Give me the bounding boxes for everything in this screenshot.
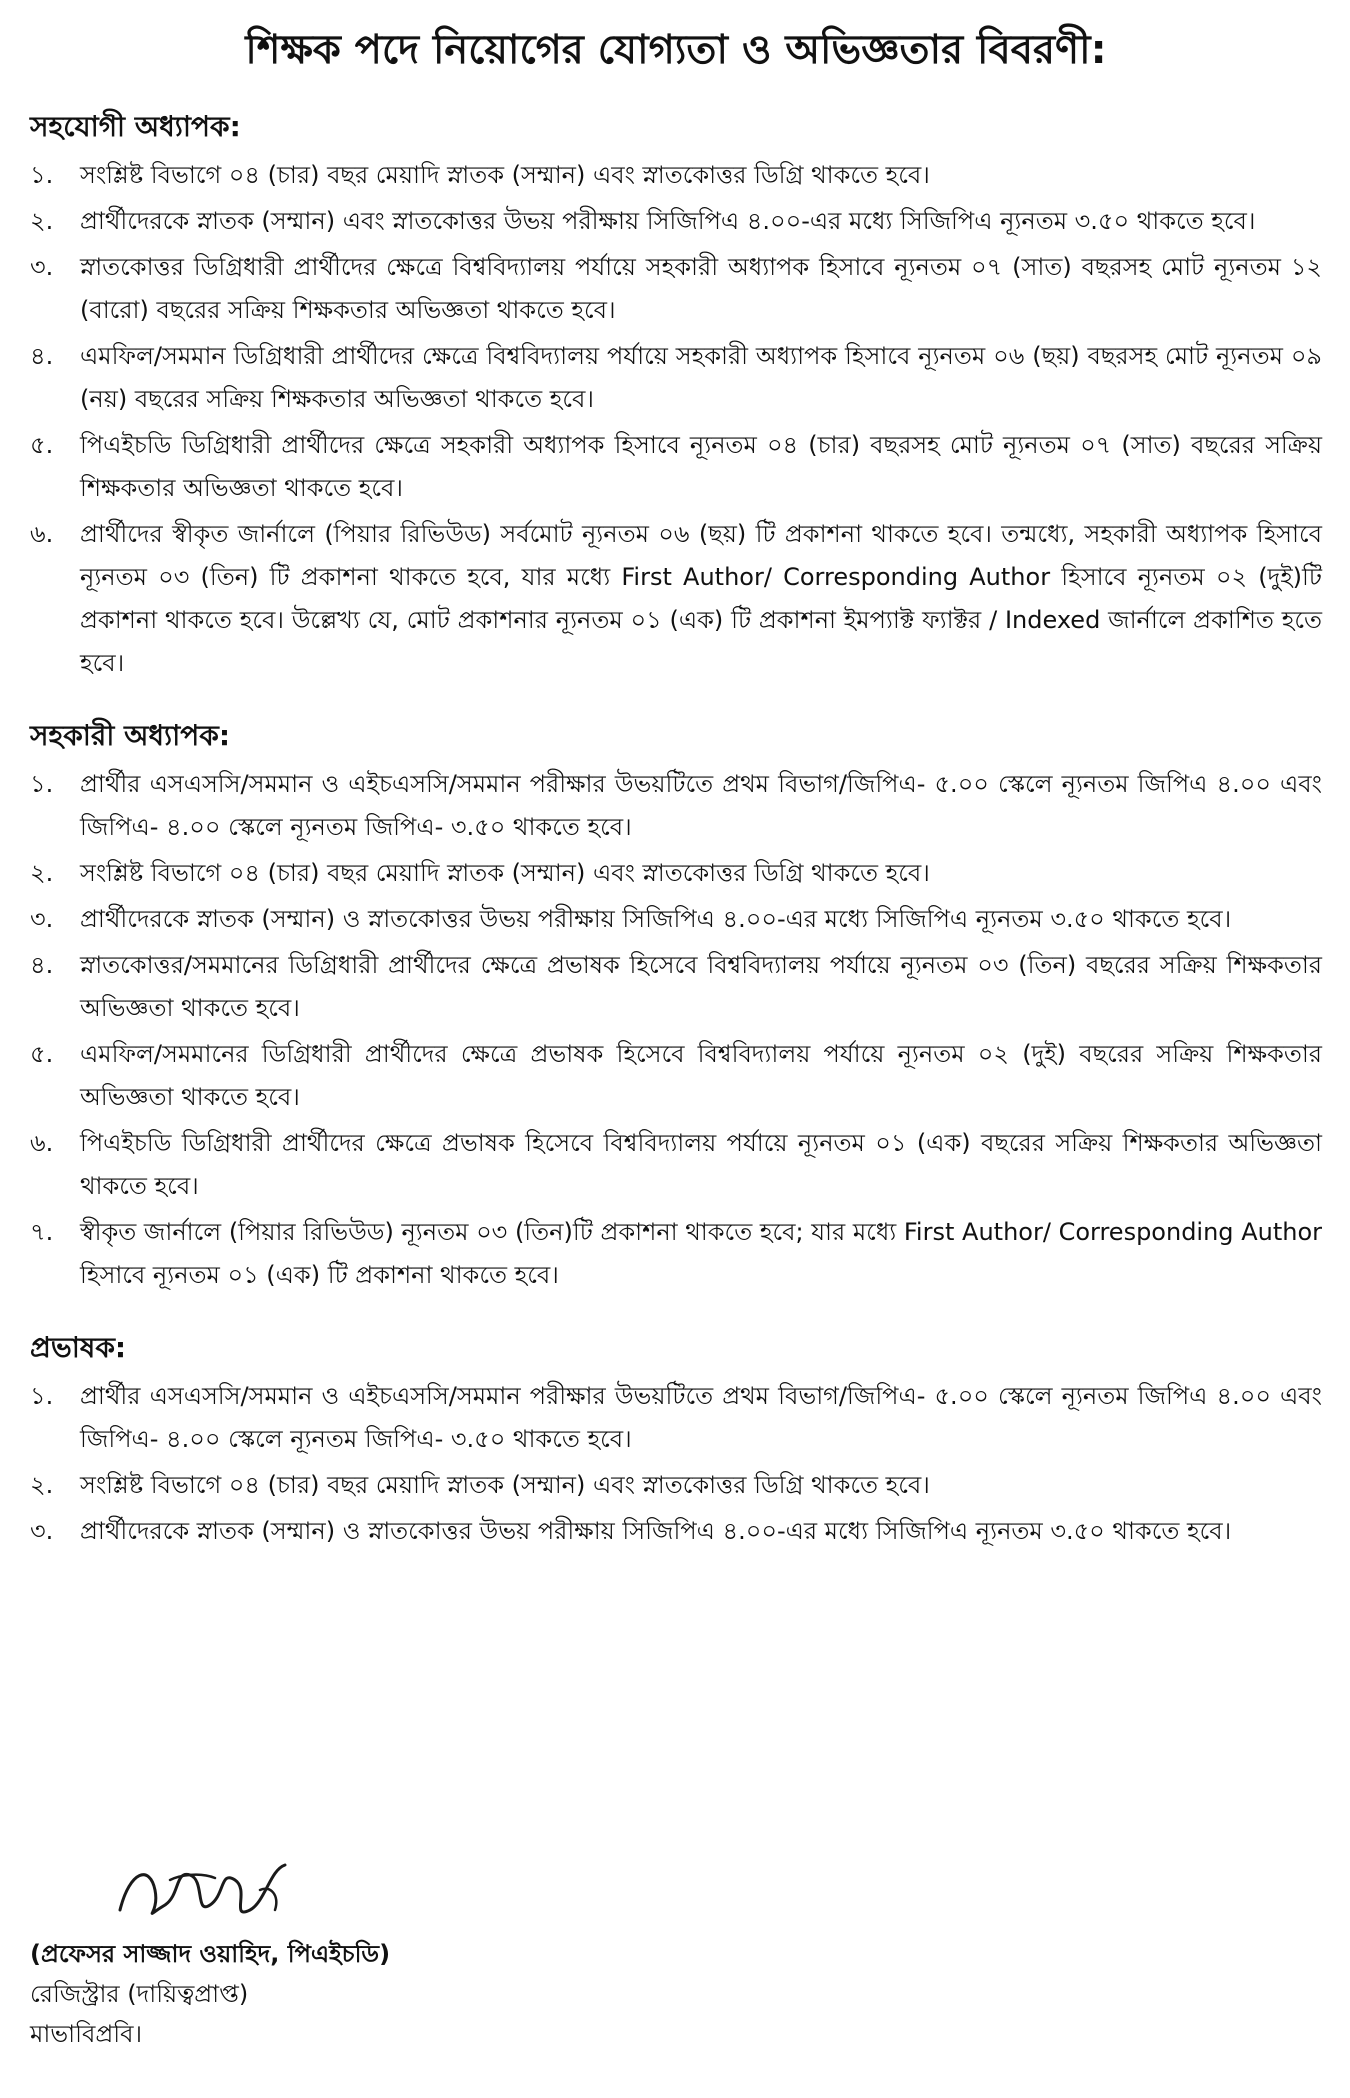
requirement-item: [30, 1033, 1322, 1119]
item-number: ১.: [30, 161, 54, 189]
item-text: প্রার্থীদের স্বীকৃত জার্নালে (পিয়ার রিভিউড) সর্বমোট ন্যূনতম ০৬ (ছয়) টি প্রকাশনা থাকতে হবে। তন্মধ্যে, সহকারী অধ্যাপক হিসাবে ন্যূনতম ০৩ (তিন) টি প্রকাশনা থাকতে হবে, যার মধ্যে First Author/ Corresponding Author হিসাবে ন্যূনতম ০২ (দুই)টি প্রকাশনা থাকতে হবে। উল্লেখ্য যে, মোট প্রকাশনার ন্যূনতম ০১ (এক) টি প্রকাশনা ইমপ্যাক্ট ফ্যাক্টর / Indexed জার্নালে প্রকাশিত হতে হবে।: [80, 520, 1322, 677]
item-number: ৩.: [30, 1517, 54, 1545]
item-number: ১.: [30, 770, 54, 798]
item-text: স্বীকৃত জার্নালে (পিয়ার রিভিউড) ন্যূনতম ০৩ (তিন)টি প্রকাশনা থাকতে হবে; যার মধ্যে First Author/ Corresponding Author হিসাবে ন্যূনতম ০১ (এক) টি প্রকাশনা থাকতে হবে।: [80, 1218, 1322, 1289]
requirement-item: [30, 335, 1322, 421]
requirement-item: [30, 513, 1322, 685]
item-number: ৭.: [30, 1218, 54, 1246]
handwritten-signature: [110, 1850, 310, 1930]
item-text: সংশ্লিষ্ট বিভাগে ০৪ (চার) বছর মেয়াদি স্নাতক (সম্মান) এবং স্নাতকোত্তর ডিগ্রি থাকতে হবে।: [80, 161, 930, 189]
item-text: স্নাতকোত্তর/সমমানের ডিগ্রিধারী প্রার্থীদের ক্ষেত্রে প্রভাষক হিসেবে বিশ্ববিদ্যালয় পর্যায়ে ন্যূনতম ০৩ (তিন) বছরের সক্রিয় শিক্ষকতার অভিজ্ঞতা থাকতে হবে।: [80, 951, 1322, 1022]
section-heading: সহযোগী অধ্যাপক:: [30, 110, 241, 143]
item-text: সংশ্লিষ্ট বিভাগে ০৪ (চার) বছর মেয়াদি স্নাতক (সম্মান) এবং স্নাতকোত্তর ডিগ্রি থাকতে হবে।: [80, 859, 930, 887]
requirement-item: [30, 763, 1322, 849]
requirement-item: [30, 154, 1322, 197]
item-number: ৫.: [30, 431, 54, 459]
requirement-list: [30, 763, 1322, 1297]
item-text: প্রার্থীর এসএসসি/সমমান ও এইচএসসি/সমমান পরীক্ষার উভয়টিতে প্রথম বিভাগ/জিপিএ- ৫.০০ স্কেলে ন্যূনতম জিপিএ ৪.০০ এবং জিপিএ- ৪.০০ স্কেলে ন্যূনতম জিপিএ- ৩.৫০ থাকতে হবে।: [80, 1382, 1322, 1453]
item-text: স্নাতকোত্তর ডিগ্রিধারী প্রার্থীদের ক্ষেত্রে বিশ্ববিদ্যালয় পর্যায়ে সহকারী অধ্যাপক হিসাবে ন্যূনতম ০৭ (সাত) বছরসহ মোট ন্যূনতম ১২ (বারো) বছরের সক্রিয় শিক্ষকতার অভিজ্ঞতা থাকতে হবে।: [80, 253, 1322, 324]
requirement-item: [30, 246, 1322, 332]
signatory-name: (প্রফেসর সাজ্জাদ ওয়াহিদ, পিএইচডি): [30, 1940, 391, 1968]
requirement-item: [30, 852, 1322, 895]
requirement-item: [30, 1211, 1322, 1297]
item-number: ৫.: [30, 1040, 54, 1068]
requirement-list: [30, 1375, 1322, 1553]
item-text: পিএইচডি ডিগ্রিধারী প্রার্থীদের ক্ষেত্রে সহকারী অধ্যাপক হিসাবে ন্যূনতম ০৪ (চার) বছরসহ মোট ন্যূনতম ০৭ (সাত) বছরের সক্রিয় শিক্ষকতার অভিজ্ঞতা থাকতে হবে।: [80, 431, 1322, 502]
item-number: ৩.: [30, 253, 54, 281]
signature-block: [30, 1850, 630, 2054]
section-assistant-professor: [30, 715, 1322, 1297]
section-associate-professor: [30, 106, 1322, 685]
requirement-item: [30, 1510, 1322, 1553]
item-text: সংশ্লিষ্ট বিভাগে ০৪ (চার) বছর মেয়াদি স্নাতক (সম্মান) এবং স্নাতকোত্তর ডিগ্রি থাকতে হবে।: [80, 1471, 930, 1499]
signatory-institution: মাভাবিপ্রবি।: [30, 2020, 143, 2048]
section-lecturer: [30, 1327, 1322, 1553]
item-number: ৩.: [30, 905, 54, 933]
item-text: প্রার্থীদেরকে স্নাতক (সম্মান) ও স্নাতকোত্তর উভয় পরীক্ষায় সিজিপিএ ৪.০০-এর মধ্যে সিজিপিএ ন্যূনতম ৩.৫০ থাকতে হবে।: [80, 1517, 1232, 1545]
section-heading: প্রভাষক:: [30, 1331, 127, 1364]
requirement-item: [30, 1122, 1322, 1208]
item-text: এমফিল/সমমানের ডিগ্রিধারী প্রার্থীদের ক্ষেত্রে প্রভাষক হিসেবে বিশ্ববিদ্যালয় পর্যায়ে ন্যূনতম ০২ (দুই) বছরের সক্রিয় শিক্ষকতার অভিজ্ঞতা থাকতে হবে।: [80, 1040, 1322, 1111]
requirement-item: [30, 1464, 1322, 1507]
requirement-item: [30, 200, 1322, 243]
requirement-item: [30, 944, 1322, 1030]
item-number: ৪.: [30, 951, 54, 979]
item-number: ৪.: [30, 342, 54, 370]
item-text: প্রার্থীদেরকে স্নাতক (সম্মান) এবং স্নাতকোত্তর উভয় পরীক্ষায় সিজিপিএ ৪.০০-এর মধ্যে সিজিপিএ ন্যূনতম ৩.৫০ থাকতে হবে।: [80, 207, 1256, 235]
requirement-item: [30, 1375, 1322, 1461]
signatory-designation: রেজিস্ট্রার (দায়িত্বপ্রাপ্ত): [30, 1980, 249, 2008]
requirement-list: [30, 154, 1322, 685]
item-text: পিএইচডি ডিগ্রিধারী প্রার্থীদের ক্ষেত্রে প্রভাষক হিসেবে বিশ্ববিদ্যালয় পর্যায়ে ন্যূনতম ০১ (এক) বছরের সক্রিয় শিক্ষকতার অভিজ্ঞতা থাকতে হবে।: [80, 1129, 1322, 1200]
item-number: ১.: [30, 1382, 54, 1410]
item-text: এমফিল/সমমান ডিগ্রিধারী প্রার্থীদের ক্ষেত্রে বিশ্ববিদ্যালয় পর্যায়ে সহকারী অধ্যাপক হিসাবে ন্যূনতম ০৬ (ছয়) বছরসহ মোট ন্যূনতম ০৯ (নয়) বছরের সক্রিয় শিক্ষকতার অভিজ্ঞতা থাকতে হবে।: [80, 342, 1322, 413]
item-number: ২.: [30, 859, 54, 887]
section-heading: সহকারী অধ্যাপক:: [30, 719, 231, 752]
item-text: প্রার্থীর এসএসসি/সমমান ও এইচএসসি/সমমান পরীক্ষার উভয়টিতে প্রথম বিভাগ/জিপিএ- ৫.০০ স্কেলে ন্যূনতম জিপিএ ৪.০০ এবং জিপিএ- ৪.০০ স্কেলে ন্যূনতম জিপিএ- ৩.৫০ থাকতে হবে।: [80, 770, 1322, 841]
item-number: ৬.: [30, 1129, 54, 1157]
item-text: প্রার্থীদেরকে স্নাতক (সম্মান) ও স্নাতকোত্তর উভয় পরীক্ষায় সিজিপিএ ৪.০০-এর মধ্যে সিজিপিএ ন্যূনতম ৩.৫০ থাকতে হবে।: [80, 905, 1232, 933]
item-number: ২.: [30, 1471, 54, 1499]
requirement-item: [30, 424, 1322, 510]
requirement-item: [30, 898, 1322, 941]
item-number: ২.: [30, 207, 54, 235]
document-title: শিক্ষক পদে নিয়োগের যোগ্যতা ও অভিজ্ঞতার বিবরণী:: [245, 27, 1107, 73]
item-number: ৬.: [30, 520, 54, 548]
